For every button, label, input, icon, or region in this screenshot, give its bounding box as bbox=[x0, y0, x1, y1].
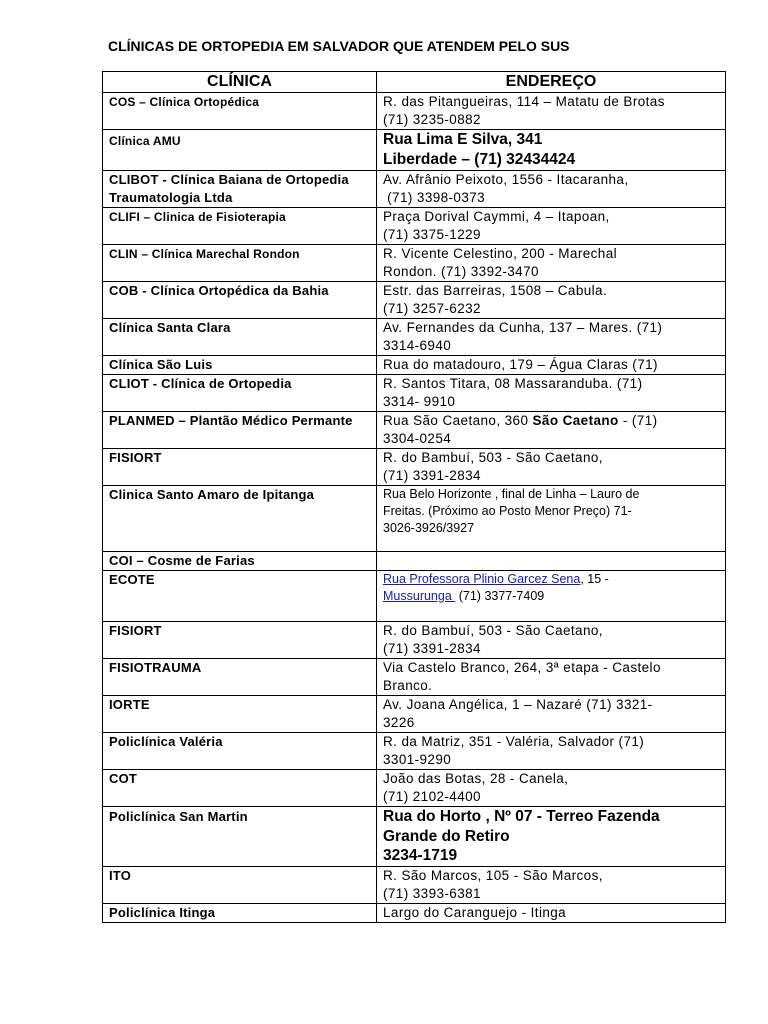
clinic-address bbox=[377, 245, 726, 282]
clinic-address bbox=[377, 93, 726, 130]
address-text: - (71) bbox=[618, 413, 658, 428]
document-title: CLÍNICAS DE ORTOPEDIA EM SALVADOR QUE ATENDEM PELO SUS bbox=[108, 38, 570, 54]
clinic-name: COI – Cosme de Farias bbox=[103, 552, 377, 571]
table-row bbox=[103, 208, 726, 245]
clinic-name: FISIORT bbox=[103, 622, 377, 659]
clinic-name: COT bbox=[103, 770, 377, 807]
clinic-address bbox=[377, 659, 726, 696]
clinic-address bbox=[377, 486, 726, 552]
table-row bbox=[103, 696, 726, 733]
table-row bbox=[103, 807, 726, 867]
table-row bbox=[103, 733, 726, 770]
address-line: Rua Lima E Silva, 341 bbox=[383, 131, 543, 148]
address-line bbox=[383, 571, 719, 588]
address-line: (71) 3398-0373 bbox=[383, 190, 486, 205]
table-row bbox=[103, 245, 726, 282]
table-row bbox=[103, 622, 726, 659]
address-line bbox=[383, 412, 719, 430]
address-line: Rondon. (71) 3392-3470 bbox=[383, 264, 539, 279]
table-row bbox=[103, 903, 726, 922]
table-row bbox=[103, 486, 726, 552]
clinic-name: Clinica Santo Amaro de Ipitanga bbox=[103, 486, 377, 552]
clinic-address bbox=[377, 449, 726, 486]
clinic-name: IORTE bbox=[103, 696, 377, 733]
address-line: Branco. bbox=[383, 678, 433, 693]
address-line: (71) 3391-2834 bbox=[383, 641, 481, 656]
address-bold-text: São Caetano bbox=[532, 413, 619, 428]
address-text: Rua São Caetano, 360 bbox=[383, 413, 533, 428]
table-row bbox=[103, 571, 726, 622]
clinic-name: Policlínica San Martin bbox=[103, 807, 377, 867]
address-line: (71) 3235-0882 bbox=[383, 112, 481, 127]
table-row bbox=[103, 93, 726, 130]
clinic-address bbox=[377, 375, 726, 412]
address-line: 3226 bbox=[383, 715, 415, 730]
address-line: Av. Joana Angélica, 1 – Nazaré (71) 3321- bbox=[383, 697, 653, 712]
address-line: R. São Marcos, 105 - São Marcos, bbox=[383, 867, 603, 883]
address-line: 3234-1719 bbox=[383, 847, 458, 864]
address-line: Rua Belo Horizonte , final de Linha – Lauro de bbox=[383, 487, 640, 501]
clinic-address bbox=[377, 770, 726, 807]
address-line: Av. Afrânio Peixoto, 1556 - Itacaranha, bbox=[383, 172, 629, 187]
address-line: Estr. das Barreiras, 1508 – Cabula. bbox=[383, 283, 608, 298]
clinic-address bbox=[377, 130, 726, 171]
neighborhood-link[interactable]: Mussurunga bbox=[383, 589, 456, 603]
address-line: 3026-3926/3927 bbox=[383, 521, 475, 535]
table-row bbox=[103, 449, 726, 486]
street-link[interactable]: Rua Professora Plinio Garcez Sena bbox=[383, 572, 581, 586]
table-row bbox=[103, 552, 726, 571]
address-line: R. do Bambuí, 503 - São Caetano, bbox=[383, 623, 603, 638]
address-line: R. Vicente Celestino, 200 - Marechal bbox=[383, 246, 618, 261]
table-row bbox=[103, 412, 726, 449]
clinic-name: FISIOTRAUMA bbox=[103, 659, 377, 696]
clinic-name: Policlínica Valéria bbox=[103, 733, 377, 770]
address-line: (71) 2102-4400 bbox=[383, 789, 481, 804]
table-row bbox=[103, 171, 726, 208]
clinic-name: Clínica AMU bbox=[103, 130, 377, 171]
clinic-address bbox=[377, 571, 726, 622]
clinic-name: ITO bbox=[103, 866, 377, 903]
address-line: R. do Bambuí, 503 - São Caetano, bbox=[383, 450, 603, 465]
clinic-name: FISIORT bbox=[103, 449, 377, 486]
clinic-address bbox=[377, 208, 726, 245]
address-line: Rua do Horto , Nº 07 - Terreo Fazenda bbox=[383, 808, 660, 825]
clinic-name: PLANMED – Plantão Médico Permante bbox=[103, 412, 377, 449]
address-line: Freitas. (Próximo ao Posto Menor Preço) 71- bbox=[383, 504, 632, 518]
address-line: (71) 3391-2834 bbox=[383, 468, 481, 483]
clinic-address bbox=[377, 696, 726, 733]
clinic-name: COB - Clínica Ortopédica da Bahia bbox=[103, 282, 377, 319]
clinic-name: ECOTE bbox=[103, 571, 377, 622]
address-line: 3304-0254 bbox=[383, 431, 452, 446]
address-line: R. das Pitangueiras, 114 – Matatu de Brotas bbox=[383, 94, 665, 109]
address-line bbox=[383, 588, 719, 605]
clinic-address bbox=[377, 733, 726, 770]
clinic-name: CLIN – Clínica Marechal Rondon bbox=[103, 245, 377, 282]
address-line: Av. Fernandes da Cunha, 137 – Mares. (71) bbox=[383, 320, 663, 335]
clinic-table bbox=[102, 71, 726, 923]
table-row bbox=[103, 866, 726, 903]
clinic-address bbox=[377, 807, 726, 867]
clinic-address bbox=[377, 552, 726, 571]
address-text: , 15 - bbox=[580, 572, 609, 586]
address-text: (71) 3377-7409 bbox=[455, 589, 545, 603]
table-row bbox=[103, 282, 726, 319]
address-line: Liberdade – (71) 32434424 bbox=[383, 151, 576, 168]
clinic-name: Clínica São Luis bbox=[103, 356, 377, 375]
column-header-clinic: CLÍNICA bbox=[103, 72, 377, 93]
address-line: Via Castelo Branco, 264, 3ª etapa - Castelo bbox=[383, 660, 661, 675]
table-row bbox=[103, 130, 726, 171]
clinic-address bbox=[377, 622, 726, 659]
clinic-name: CLIBOT - Clínica Baiana de Ortopedia Traumatologia Ltda bbox=[103, 171, 377, 208]
table-row bbox=[103, 356, 726, 375]
clinic-address bbox=[377, 356, 726, 375]
clinic-name: CLIOT - Clínica de Ortopedia bbox=[103, 375, 377, 412]
clinic-address bbox=[377, 319, 726, 356]
address-line: Praça Dorival Caymmi, 4 – Itapoan, bbox=[383, 209, 610, 224]
table-row bbox=[103, 659, 726, 696]
address-line: João das Botas, 28 - Canela, bbox=[383, 771, 569, 786]
address-line: Largo do Caranguejo - Itinga bbox=[383, 904, 567, 920]
address-line: (71) 3393-6381 bbox=[383, 885, 481, 901]
address-line: (71) 3257-6232 bbox=[383, 301, 481, 316]
clinic-name: Policlínica Itinga bbox=[103, 903, 377, 922]
address-line: Grande do Retiro bbox=[383, 827, 510, 845]
address-line: 3314- 9910 bbox=[383, 394, 456, 409]
address-line: (71) 3375-1229 bbox=[383, 227, 481, 242]
address-line: R. Santos Titara, 08 Massaranduba. (71) bbox=[383, 376, 643, 391]
address-line: Rua do matadouro, 179 – Água Claras (71) bbox=[383, 357, 658, 372]
clinic-address bbox=[377, 903, 726, 922]
clinic-address bbox=[377, 866, 726, 903]
table-row bbox=[103, 375, 726, 412]
table-row bbox=[103, 770, 726, 807]
clinic-address bbox=[377, 412, 726, 449]
clinic-name: CLIFI – Clinica de Fisioterapia bbox=[103, 208, 377, 245]
column-header-address: ENDEREÇO bbox=[377, 72, 726, 93]
clinic-name: COS – Clínica Ortopédica bbox=[103, 93, 377, 130]
table-row bbox=[103, 319, 726, 356]
clinic-address bbox=[377, 171, 726, 208]
address-line: 3301-9290 bbox=[383, 752, 452, 767]
address-line: R. da Matriz, 351 - Valéria, Salvador (71) bbox=[383, 734, 645, 749]
address-line: 3314-6940 bbox=[383, 338, 452, 353]
clinic-address bbox=[377, 282, 726, 319]
clinic-name: Clínica Santa Clara bbox=[103, 319, 377, 356]
table-header-row bbox=[103, 72, 726, 93]
